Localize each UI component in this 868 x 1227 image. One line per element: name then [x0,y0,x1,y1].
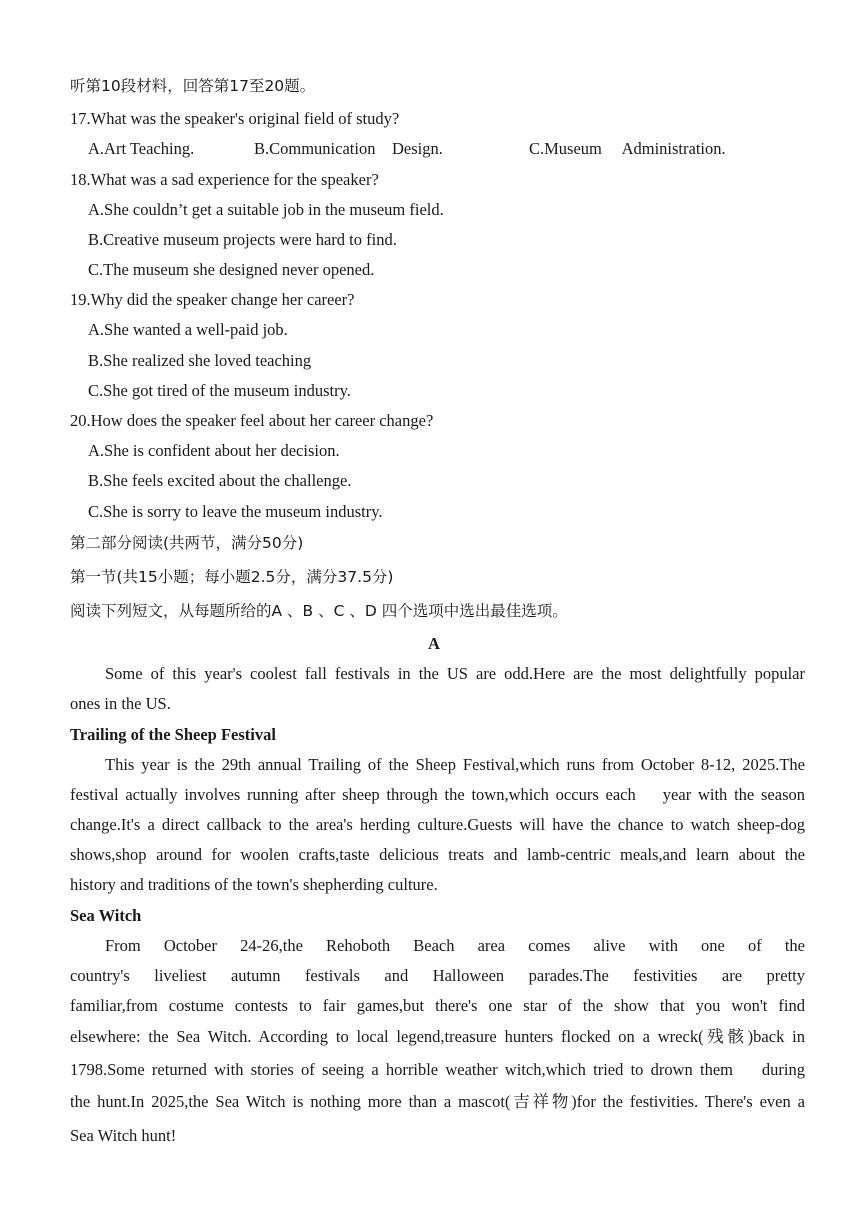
question-20-option-a: A.She is confident about her decision. [88,441,340,460]
question-17-stem: 17.What was the speaker's original field of study? [70,109,400,128]
reading-instruction: 阅读下列短文，从每题所给的A 、B 、C 、D 四个选项中选出最佳选项。 [70,602,568,620]
sheep-paragraph-line-4: shows,shop around for woolen crafts,taste delicious treats and lamb-centric meals,and learn about the [70,845,805,864]
question-19-option-c: C.She got tired of the museum industry. [88,381,351,400]
reading-section-title: 第一节(共15小题；每小题2.5分，满分37.5分) [70,568,394,586]
question-17-option-a: A.Art Teaching. [88,139,195,158]
question-19-option-a: A.She wanted a well-paid job. [88,320,288,339]
question-20-option-b: B.She feels excited about the challenge. [88,471,352,490]
sheep-paragraph-line-2: festival actually involves running after sheep through the town,which occurs each year with the season [70,785,805,804]
sea-witch-paragraph-line-7: Sea Witch hunt! [70,1126,177,1145]
sheep-paragraph-line-3: change.It's a direct callback to the area's herding culture.Guests will have the chance to watch sheep-dog [70,815,805,834]
question-20-stem: 20.How does the speaker feel about her career change? [70,411,434,430]
question-18-option-a: A.She couldn’t get a suitable job in the museum field. [88,200,444,219]
passage-label: A [428,634,440,653]
sea-witch-paragraph-line-3: familiar,from costume contests to fair games,but there's one star of the show that you won't find [70,996,805,1015]
question-17-option-b: B.Communication Design. [254,139,443,158]
question-18-stem: 18.What was a sad experience for the speaker? [70,170,379,189]
question-18-option-c: C.The museum she designed never opened. [88,260,375,279]
sea-witch-paragraph-line-6: the hunt.In 2025,the Sea Witch is nothing more than a mascot(吉祥物)for the festivities. There's even a [70,1092,805,1111]
heading-sea-witch: Sea Witch [70,906,142,925]
question-18-option-b: B.Creative museum projects were hard to find. [88,230,397,249]
question-19-option-b: B.She realized she loved teaching [88,351,312,370]
sea-witch-paragraph-line-2: country's liveliest autumn festivals and Halloween parades.The festivities are pretty [70,966,805,985]
sea-witch-paragraph-line-5: 1798.Some returned with stories of seeing a horrible weather witch,which tried to drown them during [70,1060,805,1079]
reading-part-title: 第二部分阅读(共两节，满分50分) [70,534,304,552]
question-17-option-c: C.Museum Administration. [529,139,726,158]
sea-witch-paragraph-line-1: From October 24-26,the Rehoboth Beach area comes alive with one of the [105,936,805,955]
intro-line-1: Some of this year's coolest fall festivals in the US are odd.Here are the most delightfully popular [105,664,805,683]
listening-intro: 听第10段材料，回答第17至20题。 [70,77,316,95]
sheep-paragraph-line-5: history and traditions of the town's shepherding culture. [70,875,438,894]
question-20-option-c: C.She is sorry to leave the museum industry. [88,502,383,521]
heading-sheep-festival: Trailing of the Sheep Festival [70,725,276,744]
intro-line-2: ones in the US. [70,694,171,713]
question-19-stem: 19.Why did the speaker change her career? [70,290,355,309]
sea-witch-paragraph-line-4: elsewhere: the Sea Witch. According to local legend,treasure hunters flocked on a wreck(残骸)back in [70,1027,805,1046]
sheep-paragraph-line-1: This year is the 29th annual Trailing of the Sheep Festival,which runs from October 8-12, 2025.The [105,755,805,774]
